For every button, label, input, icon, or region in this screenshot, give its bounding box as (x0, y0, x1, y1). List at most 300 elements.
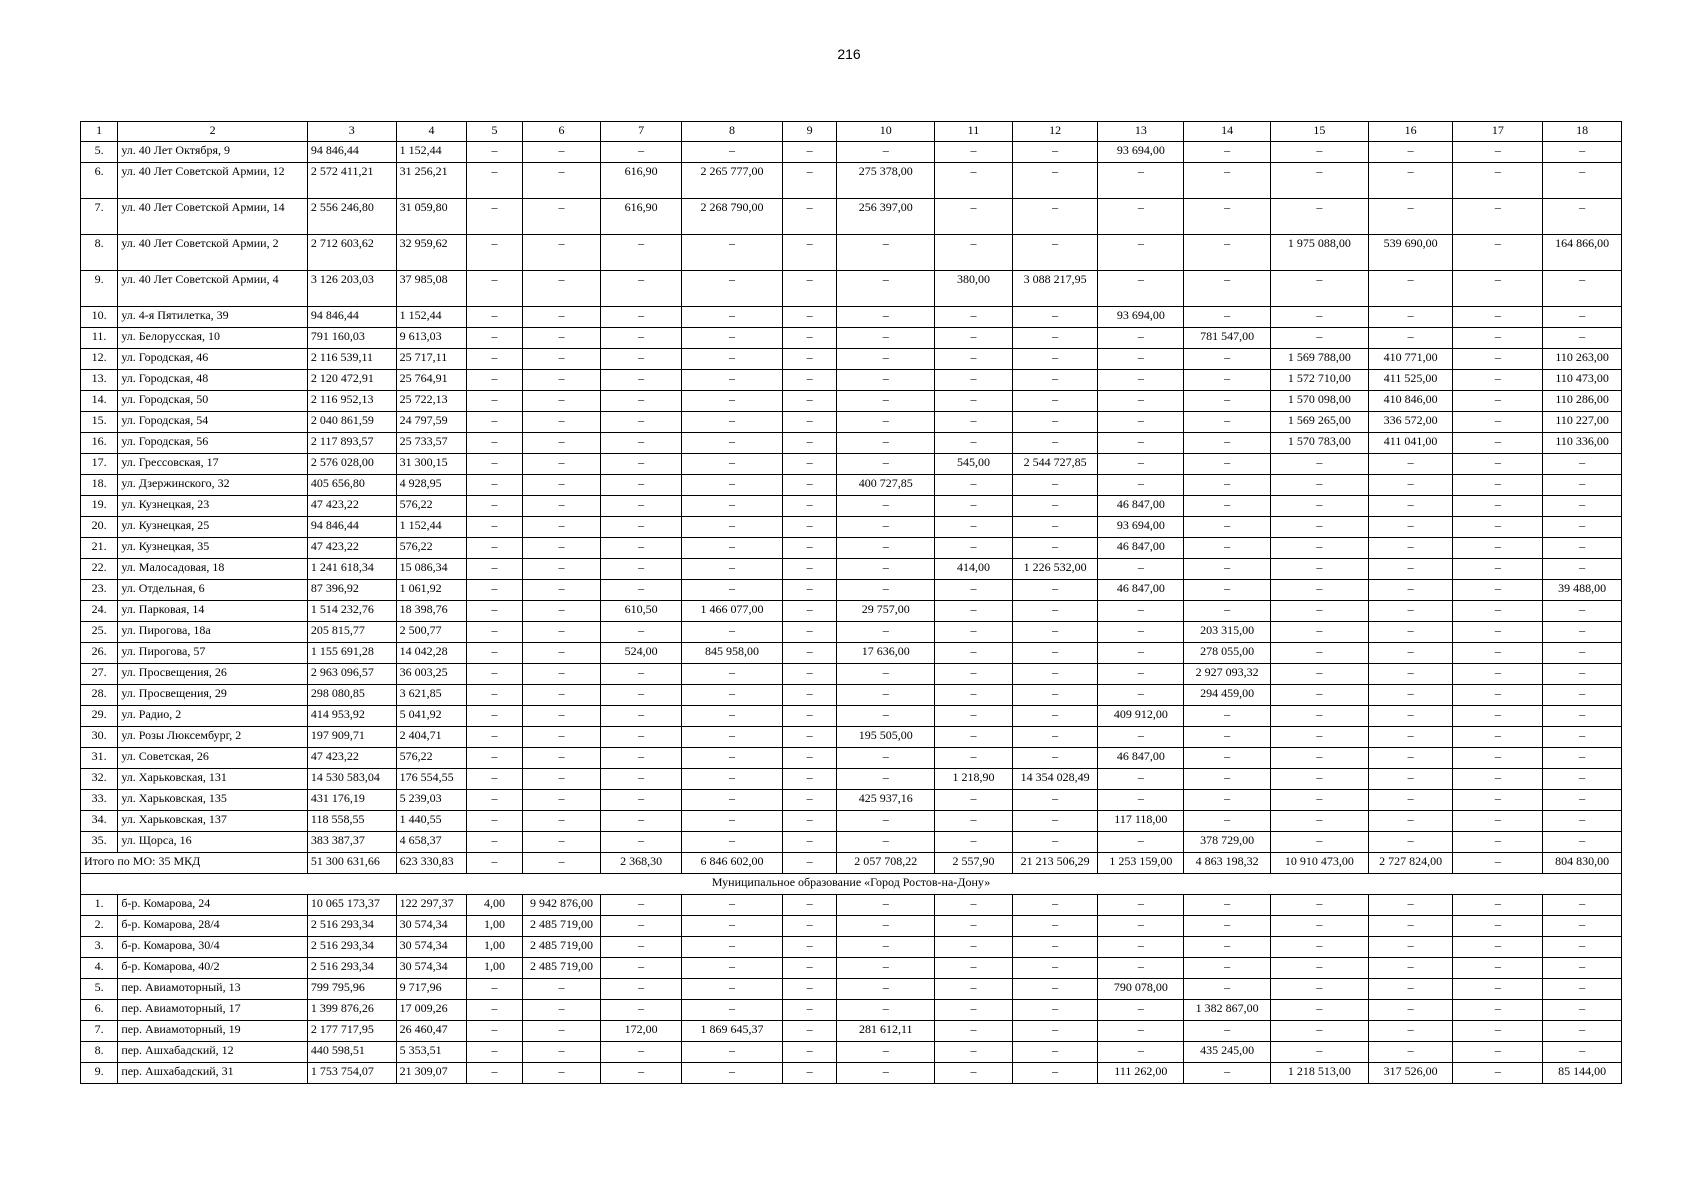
value-cell: – (1098, 1000, 1184, 1021)
value-cell: – (1184, 538, 1271, 559)
row-number-cell: 11. (81, 328, 118, 349)
row-number-cell: 19. (81, 496, 118, 517)
value-cell: – (1453, 790, 1543, 811)
address-cell: б-р. Комарова, 28/4 (118, 916, 308, 937)
value-cell: 197 909,71 (307, 727, 396, 748)
row-number-cell: 1. (81, 895, 118, 916)
value-cell: – (467, 391, 522, 412)
value-cell: – (1453, 496, 1543, 517)
table-row (81, 163, 1622, 199)
value-cell: 1 570 783,00 (1270, 433, 1368, 454)
value-cell: 26 460,47 (396, 1021, 467, 1042)
value-cell: – (1270, 748, 1368, 769)
row-number-cell: 7. (81, 199, 118, 235)
value-cell: – (601, 370, 682, 391)
value-cell: – (522, 538, 601, 559)
value-cell: 31 300,15 (396, 454, 467, 475)
value-cell: – (601, 895, 682, 916)
value-cell: 5 353,51 (396, 1042, 467, 1063)
value-cell: – (1543, 328, 1622, 349)
value-cell: 17 009,26 (396, 1000, 467, 1021)
value-cell: – (682, 769, 783, 790)
column-number-cell: 18 (1543, 122, 1622, 142)
value-cell: – (935, 412, 1013, 433)
value-cell: 1 218,90 (935, 769, 1013, 790)
value-cell: – (682, 580, 783, 601)
value-cell: – (837, 538, 935, 559)
value-cell: – (601, 580, 682, 601)
value-cell: – (837, 937, 935, 958)
value-cell: – (522, 559, 601, 580)
value-cell: – (601, 454, 682, 475)
value-cell: – (601, 979, 682, 1000)
value-cell: – (601, 769, 682, 790)
value-cell: – (522, 199, 601, 235)
section-row (81, 874, 1622, 895)
value-cell: – (837, 496, 935, 517)
value-cell: – (1012, 370, 1098, 391)
value-cell: – (1453, 349, 1543, 370)
value-cell: – (935, 727, 1013, 748)
page-number: 216 (837, 46, 861, 62)
address-cell: ул. Кузнецкая, 25 (118, 517, 308, 538)
total-value-cell: 623 330,83 (396, 853, 467, 874)
value-cell: – (1012, 727, 1098, 748)
value-cell: – (1453, 1042, 1543, 1063)
value-cell: – (837, 685, 935, 706)
value-cell: 111 262,00 (1098, 1063, 1184, 1084)
value-cell: – (1368, 685, 1453, 706)
value-cell: – (601, 391, 682, 412)
value-cell: – (1453, 832, 1543, 853)
value-cell: – (782, 937, 836, 958)
value-cell: – (1368, 142, 1453, 163)
value-cell: – (467, 601, 522, 622)
value-cell: – (1270, 1021, 1368, 1042)
value-cell: – (837, 271, 935, 307)
value-cell: – (1098, 664, 1184, 685)
value-cell: – (935, 958, 1013, 979)
value-cell: – (682, 664, 783, 685)
value-cell: – (1184, 199, 1271, 235)
value-cell: – (1184, 307, 1271, 328)
value-cell: – (1098, 769, 1184, 790)
total-value-cell: 2 557,90 (935, 853, 1013, 874)
value-cell: – (1368, 643, 1453, 664)
value-cell: – (837, 412, 935, 433)
value-cell: 1 569 788,00 (1270, 349, 1368, 370)
value-cell: 118 558,55 (307, 811, 396, 832)
value-cell: – (782, 790, 836, 811)
value-cell: – (1184, 706, 1271, 727)
value-cell: – (1270, 832, 1368, 853)
row-number-cell: 6. (81, 163, 118, 199)
value-cell: – (601, 664, 682, 685)
value-cell: – (782, 307, 836, 328)
value-cell: – (467, 832, 522, 853)
value-cell: 31 256,21 (396, 163, 467, 199)
value-cell: – (522, 391, 601, 412)
value-cell: – (467, 1042, 522, 1063)
column-number-cell: 5 (467, 122, 522, 142)
register-table (80, 121, 1622, 1084)
address-cell: б-р. Комарова, 24 (118, 895, 308, 916)
value-cell: – (1270, 1000, 1368, 1021)
value-cell: – (1270, 979, 1368, 1000)
value-cell: – (1012, 517, 1098, 538)
value-cell: – (1184, 769, 1271, 790)
table-row (81, 433, 1622, 454)
value-cell: – (782, 685, 836, 706)
value-cell: 30 574,34 (396, 937, 467, 958)
value-cell: – (1098, 199, 1184, 235)
value-cell: – (1012, 1042, 1098, 1063)
total-value-cell: 2 057 708,22 (837, 853, 935, 874)
value-cell: 616,90 (601, 199, 682, 235)
address-cell: ул. Харьковская, 131 (118, 769, 308, 790)
value-cell: – (1270, 769, 1368, 790)
value-cell: – (1453, 706, 1543, 727)
value-cell: – (1012, 979, 1098, 1000)
value-cell: – (1098, 1021, 1184, 1042)
value-cell: – (782, 1000, 836, 1021)
value-cell: 411 041,00 (1368, 433, 1453, 454)
value-cell: 36 003,25 (396, 664, 467, 685)
value-cell: 409 912,00 (1098, 706, 1184, 727)
value-cell: – (467, 811, 522, 832)
value-cell: 1 226 532,00 (1012, 559, 1098, 580)
value-cell: – (682, 475, 783, 496)
value-cell: – (467, 1000, 522, 1021)
value-cell: – (1543, 307, 1622, 328)
value-cell: 2 485 719,00 (522, 958, 601, 979)
value-cell: – (837, 370, 935, 391)
value-cell: – (782, 163, 836, 199)
value-cell: – (935, 937, 1013, 958)
value-cell: 1 155 691,28 (307, 643, 396, 664)
section-title: Муниципальное образование «Город Ростов-на-Дону» (81, 874, 1622, 895)
row-number-cell: 7. (81, 1021, 118, 1042)
value-cell: – (1368, 916, 1453, 937)
value-cell: – (1453, 307, 1543, 328)
total-value-cell: 1 253 159,00 (1098, 853, 1184, 874)
value-cell: – (782, 622, 836, 643)
value-cell: – (935, 1042, 1013, 1063)
value-cell: 1 572 710,00 (1270, 370, 1368, 391)
value-cell: – (1098, 1042, 1184, 1063)
value-cell: 2 572 411,21 (307, 163, 396, 199)
row-number-cell: 5. (81, 142, 118, 163)
value-cell: 380,00 (935, 271, 1013, 307)
table-row (81, 790, 1622, 811)
value-cell: 1 869 645,37 (682, 1021, 783, 1042)
value-cell: 9 942 876,00 (522, 895, 601, 916)
column-number-cell: 8 (682, 122, 783, 142)
value-cell: 10 065 173,37 (307, 895, 396, 916)
value-cell: – (1368, 790, 1453, 811)
value-cell: 2 116 539,11 (307, 349, 396, 370)
value-cell: 195 505,00 (837, 727, 935, 748)
value-cell: 576,22 (396, 748, 467, 769)
value-cell: – (935, 748, 1013, 769)
value-cell: – (682, 790, 783, 811)
value-cell: 256 397,00 (837, 199, 935, 235)
value-cell: – (601, 235, 682, 271)
row-number-cell: 10. (81, 307, 118, 328)
value-cell: – (1453, 811, 1543, 832)
value-cell: 176 554,55 (396, 769, 467, 790)
value-cell: – (782, 748, 836, 769)
column-number-cell: 14 (1184, 122, 1271, 142)
value-cell: 9 717,96 (396, 979, 467, 1000)
value-cell: – (522, 142, 601, 163)
column-number-row (81, 122, 1622, 142)
value-cell: 2 963 096,57 (307, 664, 396, 685)
value-cell: – (837, 433, 935, 454)
value-cell: 275 378,00 (837, 163, 935, 199)
value-cell: – (682, 370, 783, 391)
total-value-cell: 804 830,00 (1543, 853, 1622, 874)
value-cell: – (837, 1000, 935, 1021)
value-cell: – (682, 916, 783, 937)
value-cell: – (1098, 601, 1184, 622)
value-cell: 25 764,91 (396, 370, 467, 391)
value-cell: – (682, 958, 783, 979)
value-cell: 3 621,85 (396, 685, 467, 706)
value-cell: – (1098, 916, 1184, 937)
row-number-cell: 9. (81, 271, 118, 307)
value-cell: 110 336,00 (1543, 433, 1622, 454)
table-row (81, 142, 1622, 163)
row-number-cell: 21. (81, 538, 118, 559)
value-cell: – (1543, 622, 1622, 643)
value-cell: – (682, 433, 783, 454)
address-cell: ул. Белорусская, 10 (118, 328, 308, 349)
table-row (81, 559, 1622, 580)
value-cell: 576,22 (396, 538, 467, 559)
address-cell: ул. 40 Лет Советской Армии, 4 (118, 271, 308, 307)
value-cell: – (682, 496, 783, 517)
table-row (81, 496, 1622, 517)
value-cell: – (1368, 958, 1453, 979)
row-number-cell: 6. (81, 1000, 118, 1021)
value-cell: – (782, 916, 836, 937)
table-row (81, 349, 1622, 370)
value-cell: 383 387,37 (307, 832, 396, 853)
value-cell: – (467, 1021, 522, 1042)
value-cell: – (1368, 727, 1453, 748)
value-cell: – (782, 199, 836, 235)
value-cell: – (467, 349, 522, 370)
value-cell: 21 309,07 (396, 1063, 467, 1084)
value-cell: – (522, 727, 601, 748)
address-cell: ул. Просвещения, 29 (118, 685, 308, 706)
value-cell: 1 466 077,00 (682, 601, 783, 622)
value-cell: – (1098, 163, 1184, 199)
value-cell: – (522, 163, 601, 199)
value-cell: – (467, 199, 522, 235)
value-cell: – (601, 142, 682, 163)
value-cell: – (522, 517, 601, 538)
value-cell: 1 382 867,00 (1184, 1000, 1271, 1021)
value-cell: 431 176,19 (307, 790, 396, 811)
value-cell: 410 771,00 (1368, 349, 1453, 370)
value-cell: – (1012, 475, 1098, 496)
value-cell: – (1270, 685, 1368, 706)
value-cell: – (682, 1042, 783, 1063)
value-cell: – (935, 916, 1013, 937)
value-cell: – (1368, 664, 1453, 685)
address-cell: б-р. Комарова, 40/2 (118, 958, 308, 979)
value-cell: – (1453, 958, 1543, 979)
value-cell: – (837, 748, 935, 769)
value-cell: – (682, 685, 783, 706)
value-cell: 39 488,00 (1543, 580, 1622, 601)
value-cell: 110 286,00 (1543, 391, 1622, 412)
address-cell: ул. Городская, 56 (118, 433, 308, 454)
value-cell: – (935, 1000, 1013, 1021)
row-number-cell: 5. (81, 979, 118, 1000)
value-cell: – (1012, 199, 1098, 235)
value-cell: 4,00 (467, 895, 522, 916)
value-cell: – (1270, 559, 1368, 580)
table-row (81, 643, 1622, 664)
value-cell: 2 404,71 (396, 727, 467, 748)
value-cell: – (782, 412, 836, 433)
column-number-cell: 12 (1012, 122, 1098, 142)
value-cell: – (1098, 349, 1184, 370)
value-cell: – (1098, 685, 1184, 706)
address-cell: ул. Пирогова, 18а (118, 622, 308, 643)
value-cell: – (935, 475, 1013, 496)
value-cell: – (1453, 895, 1543, 916)
table-row (81, 832, 1622, 853)
column-number-cell: 2 (118, 122, 308, 142)
value-cell: – (1270, 163, 1368, 199)
value-cell: – (1012, 685, 1098, 706)
value-cell: – (1368, 769, 1453, 790)
address-cell: ул. 4-я Пятилетка, 39 (118, 307, 308, 328)
value-cell: – (1543, 916, 1622, 937)
value-cell: – (1270, 958, 1368, 979)
value-cell: – (1368, 1021, 1453, 1042)
address-cell: пер. Авиамоторный, 13 (118, 979, 308, 1000)
value-cell: 790 078,00 (1098, 979, 1184, 1000)
value-cell: 93 694,00 (1098, 307, 1184, 328)
value-cell: – (1270, 496, 1368, 517)
value-cell: – (522, 580, 601, 601)
row-number-cell: 17. (81, 454, 118, 475)
value-cell: – (1270, 706, 1368, 727)
value-cell: 411 525,00 (1368, 370, 1453, 391)
value-cell: 24 797,59 (396, 412, 467, 433)
value-cell: 2 516 293,34 (307, 937, 396, 958)
row-number-cell: 29. (81, 706, 118, 727)
value-cell: – (601, 496, 682, 517)
value-cell: – (1012, 643, 1098, 664)
value-cell: 37 985,08 (396, 271, 467, 307)
value-cell: – (1543, 163, 1622, 199)
value-cell: – (935, 601, 1013, 622)
value-cell: – (1368, 163, 1453, 199)
total-value-cell: 21 213 506,29 (1012, 853, 1098, 874)
table-row (81, 1063, 1622, 1084)
value-cell: 845 958,00 (682, 643, 783, 664)
row-number-cell: 30. (81, 727, 118, 748)
total-value-cell: 4 863 198,32 (1184, 853, 1271, 874)
value-cell: 164 866,00 (1543, 235, 1622, 271)
value-cell: – (1368, 979, 1453, 1000)
value-cell: – (1184, 163, 1271, 199)
value-cell: – (601, 349, 682, 370)
value-cell: – (1543, 937, 1622, 958)
value-cell: – (522, 706, 601, 727)
row-number-cell: 13. (81, 370, 118, 391)
column-number-cell: 1 (81, 122, 118, 142)
table-row (81, 685, 1622, 706)
value-cell: 281 612,11 (837, 1021, 935, 1042)
value-cell: – (1368, 538, 1453, 559)
value-cell: – (467, 622, 522, 643)
value-cell: – (935, 199, 1013, 235)
row-number-cell: 9. (81, 1063, 118, 1084)
table-row (81, 391, 1622, 412)
value-cell: – (1453, 727, 1543, 748)
value-cell: – (837, 517, 935, 538)
value-cell: – (682, 727, 783, 748)
value-cell: – (935, 643, 1013, 664)
value-cell: – (1184, 790, 1271, 811)
value-cell: – (1453, 1000, 1543, 1021)
value-cell: – (1184, 895, 1271, 916)
value-cell: 1 753 754,07 (307, 1063, 396, 1084)
value-cell: – (935, 979, 1013, 1000)
row-number-cell: 8. (81, 235, 118, 271)
value-cell: – (601, 832, 682, 853)
value-cell: – (1270, 811, 1368, 832)
table-row (81, 307, 1622, 328)
value-cell: – (1270, 937, 1368, 958)
value-cell: – (1453, 142, 1543, 163)
value-cell: – (601, 727, 682, 748)
table-row (81, 580, 1622, 601)
value-cell: – (1012, 811, 1098, 832)
value-cell: 294 459,00 (1184, 685, 1271, 706)
value-cell: – (1453, 559, 1543, 580)
value-cell: 46 847,00 (1098, 496, 1184, 517)
address-cell: ул. Малосадовая, 18 (118, 559, 308, 580)
value-cell: 378 729,00 (1184, 832, 1271, 853)
address-cell: пер. Авиамоторный, 19 (118, 1021, 308, 1042)
value-cell: – (1184, 1063, 1271, 1084)
value-cell: – (601, 811, 682, 832)
value-cell: 3 088 217,95 (1012, 271, 1098, 307)
value-cell: – (467, 235, 522, 271)
value-cell: – (1270, 601, 1368, 622)
value-cell: – (1012, 1063, 1098, 1084)
value-cell: 93 694,00 (1098, 142, 1184, 163)
value-cell: – (467, 538, 522, 559)
column-number-cell: 3 (307, 122, 396, 142)
value-cell: – (1270, 895, 1368, 916)
value-cell: – (1270, 538, 1368, 559)
value-cell: 1 152,44 (396, 142, 467, 163)
value-cell: – (1453, 643, 1543, 664)
value-cell: – (837, 235, 935, 271)
value-cell: – (467, 271, 522, 307)
table-row (81, 622, 1622, 643)
value-cell: – (522, 979, 601, 1000)
